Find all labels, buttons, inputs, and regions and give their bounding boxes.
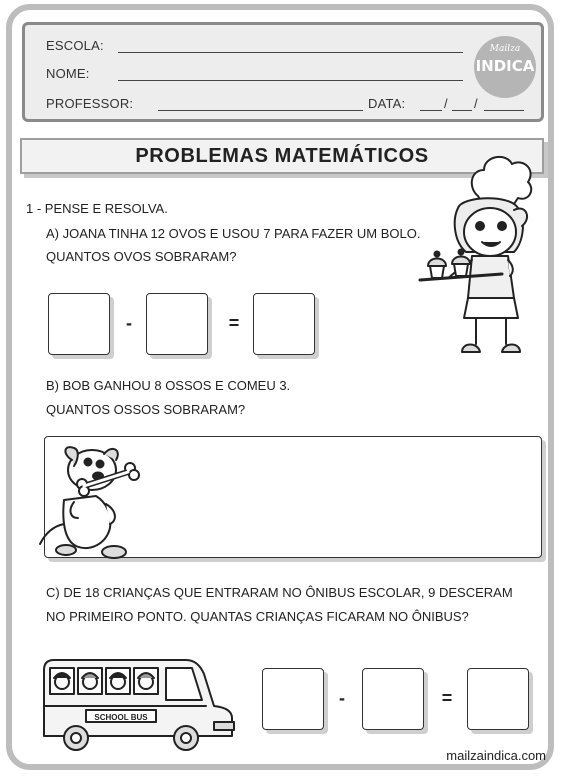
question-b-line2: QUANTOS OSSOS SOBRARAM? xyxy=(46,402,246,417)
school-label: ESCOLA: xyxy=(46,38,104,53)
date-separator: / xyxy=(474,96,478,111)
date-year-field[interactable] xyxy=(484,110,524,111)
equals-sign: = xyxy=(228,313,240,333)
answer-box-c-second[interactable] xyxy=(362,668,424,730)
name-field[interactable] xyxy=(118,80,463,81)
teacher-field[interactable] xyxy=(158,110,363,111)
question-a-line1: A) JOANA TINHA 12 OVOS E USOU 7 PARA FAZER UM BOLO. xyxy=(46,226,421,241)
bus-sign-text: SCHOOL BUS xyxy=(94,713,148,722)
brand-logo xyxy=(474,36,536,98)
answer-box-c-first[interactable] xyxy=(262,668,324,730)
school-field[interactable] xyxy=(118,52,463,53)
exercise-heading: 1 - PENSE E RESOLVA. xyxy=(26,201,168,216)
minus-sign: - xyxy=(126,313,132,333)
footer-website: mailzaindica.com xyxy=(446,748,546,763)
question-c-line1: C) DE 18 CRIANÇAS QUE ENTRARAM NO ÔNIBUS ESCOLAR, 9 DESCERAM xyxy=(46,585,513,600)
dog-with-bone-icon xyxy=(34,440,149,565)
logo-main-text: INDICA xyxy=(475,57,535,75)
answer-box-a-result[interactable] xyxy=(253,293,315,355)
logo-script-text: Mailza xyxy=(489,44,521,54)
question-a-line2: QUANTOS OVOS SOBRARAM? xyxy=(46,249,237,264)
question-b-line1: B) BOB GANHOU 8 OSSOS E COMEU 3. xyxy=(46,378,291,393)
answer-box-c-result[interactable] xyxy=(467,668,529,730)
date-day-field[interactable] xyxy=(420,110,442,111)
date-month-field[interactable] xyxy=(452,110,472,111)
question-c-line2: NO PRIMEIRO PONTO. QUANTAS CRIANÇAS FICARAM NO ÔNIBUS? xyxy=(46,609,469,624)
name-label: NOME: xyxy=(46,66,90,81)
answer-box-a-second[interactable] xyxy=(146,293,208,355)
equals-sign: = xyxy=(441,688,453,708)
teacher-label: PROFESSOR: xyxy=(46,96,134,111)
date-label: DATA: xyxy=(368,96,406,111)
date-separator: / xyxy=(444,96,448,111)
minus-sign: - xyxy=(339,688,345,708)
answer-box-a-first[interactable] xyxy=(48,293,110,355)
school-bus-icon xyxy=(36,656,236,756)
page-title: PROBLEMAS MATEMÁTICOS xyxy=(135,145,429,167)
chef-girl-icon xyxy=(410,148,540,363)
